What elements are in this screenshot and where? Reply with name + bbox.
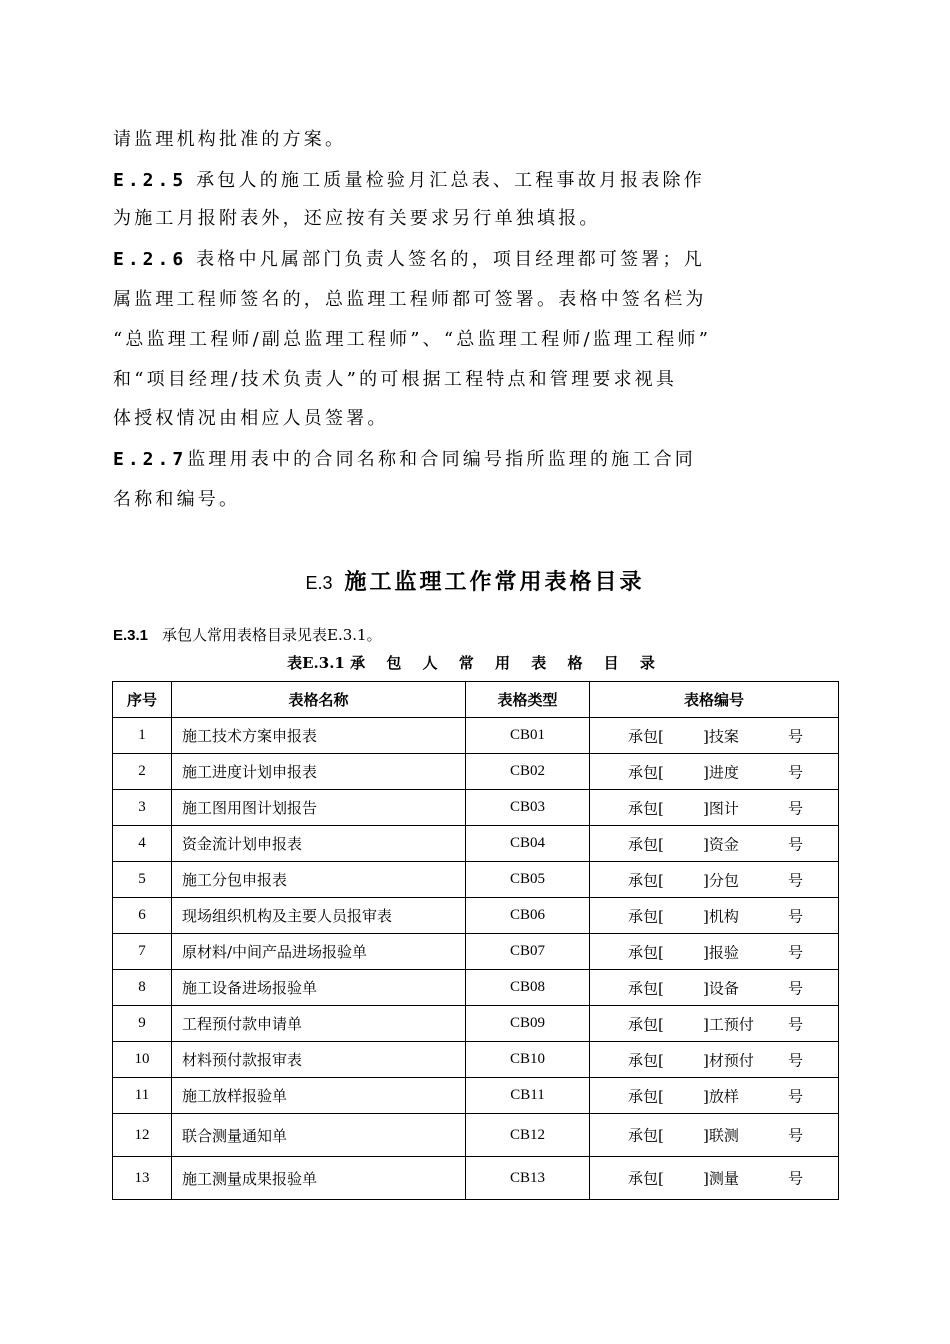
row-form-name: 材料预付款报审表: [172, 1042, 466, 1078]
row-number: 13: [113, 1157, 172, 1200]
row-form-type: CB08: [466, 970, 590, 1006]
row-form-code: [590, 790, 839, 826]
code-body: ]工预付: [703, 1015, 754, 1033]
row-number: 9: [113, 1006, 172, 1042]
row-form-type: CB06: [466, 898, 590, 934]
code-prefix: 承包[: [628, 763, 664, 781]
row-form-type: CB07: [466, 934, 590, 970]
table-row: [113, 1157, 839, 1200]
row-form-code: [590, 1078, 839, 1114]
row-number: 4: [113, 826, 172, 862]
code-body: ]分包: [703, 871, 739, 889]
table-row: [113, 1114, 839, 1157]
paragraph-line: “总监理工程师/副总监理工程师”、“总监理工程师/监理工程师”: [113, 329, 712, 350]
row-form-code: [590, 1042, 839, 1078]
row-form-name: 施工设备进场报验单: [172, 970, 466, 1006]
code-prefix: 承包[: [628, 1087, 664, 1105]
section-title: 施工监理工作常用表格目录: [344, 569, 645, 595]
row-number: 1: [113, 718, 172, 754]
code-suffix: 号: [788, 1015, 804, 1033]
paragraph-line: 体授权情况由相应人员签署。: [113, 408, 389, 429]
code-suffix: 号: [788, 907, 804, 925]
row-form-code: [590, 1157, 839, 1200]
row-form-type: CB12: [466, 1114, 590, 1157]
code-prefix: 承包[: [628, 799, 664, 817]
row-form-name: 资金流计划申报表: [172, 826, 466, 862]
paragraph-line: 为施工月报附表外，还应按有关要求另行单独填报。: [113, 208, 601, 229]
row-form-code: [590, 718, 839, 754]
row-form-code: [590, 970, 839, 1006]
code-suffix: 号: [788, 799, 804, 817]
code-suffix: 号: [788, 835, 804, 853]
row-form-code: [590, 1114, 839, 1157]
table-row: [113, 1042, 839, 1078]
row-form-name: 工程预付款申请单: [172, 1006, 466, 1042]
code-suffix: 号: [788, 1169, 804, 1188]
paragraph-line: 属监理工程师签名的，总监理工程师都可签署。表格中签名栏为: [113, 289, 707, 310]
row-number: 2: [113, 754, 172, 790]
code-body: ]放样: [703, 1087, 739, 1105]
code-suffix: 号: [788, 1126, 804, 1145]
code-prefix: 承包[: [628, 1169, 664, 1188]
row-form-code: [590, 862, 839, 898]
row-number: 5: [113, 862, 172, 898]
code-suffix: 号: [788, 763, 804, 781]
code-body: ]技案: [703, 727, 739, 745]
paragraph-line: E.2.6 表格中凡属部门负责人签名的，项目经理都可签署；凡: [113, 249, 705, 270]
code-suffix: 号: [788, 1051, 804, 1069]
paragraph-line: 和“项目经理/技术负责人”的可根据工程特点和管理要求视具: [113, 369, 678, 390]
table-reference-note: [113, 624, 382, 645]
caption-label: 表E.3.1: [287, 654, 345, 672]
section-heading: [0, 565, 950, 596]
row-number: 8: [113, 970, 172, 1006]
code-prefix: 承包[: [628, 835, 664, 853]
table-row: [113, 826, 839, 862]
row-form-name: 施工放样报验单: [172, 1078, 466, 1114]
code-prefix: 承包[: [628, 907, 664, 925]
table-row: [113, 790, 839, 826]
row-number: 10: [113, 1042, 172, 1078]
table-row: [113, 970, 839, 1006]
paragraph-line: E.2.5 承包人的施工质量检验月汇总表、工程事故月报表除作: [113, 170, 705, 191]
row-form-type: CB11: [466, 1078, 590, 1114]
code-prefix: 承包[: [628, 979, 664, 997]
row-form-name: 施工分包申报表: [172, 862, 466, 898]
row-form-code: [590, 898, 839, 934]
table-row: [113, 718, 839, 754]
code-suffix: 号: [788, 943, 804, 961]
code-prefix: 承包[: [628, 1126, 664, 1145]
paragraph-line: 请监理机构批准的方案。: [113, 129, 347, 150]
note-number: E.3.1: [113, 627, 149, 644]
row-number: 11: [113, 1078, 172, 1114]
row-form-name: 现场组织机构及主要人员报审表: [172, 898, 466, 934]
code-suffix: 号: [788, 727, 804, 745]
row-form-type: CB05: [466, 862, 590, 898]
section-number: E.3: [305, 573, 333, 593]
header-number: 序号: [113, 682, 172, 718]
code-prefix: 承包[: [628, 943, 664, 961]
header-type: 表格类型: [466, 682, 590, 718]
row-form-code: [590, 934, 839, 970]
row-form-name: 施工测量成果报验单: [172, 1157, 466, 1200]
code-prefix: 承包[: [628, 1051, 664, 1069]
row-form-type: CB10: [466, 1042, 590, 1078]
paragraph-line: E.2.7监理用表中的合同名称和合同编号指所监理的施工合同: [113, 449, 696, 470]
row-form-code: [590, 1006, 839, 1042]
code-body: ]报验: [703, 943, 739, 961]
row-form-name: 施工图用图计划报告: [172, 790, 466, 826]
code-suffix: 号: [788, 871, 804, 889]
code-body: ]材预付: [703, 1051, 754, 1069]
code-body: ]资金: [703, 835, 739, 853]
row-number: 7: [113, 934, 172, 970]
row-form-type: CB04: [466, 826, 590, 862]
code-body: ]机构: [703, 907, 739, 925]
header-name: 表格名称: [172, 682, 466, 718]
code-body: ]进度: [703, 763, 739, 781]
row-form-type: CB13: [466, 1157, 590, 1200]
row-form-name: 施工技术方案申报表: [172, 718, 466, 754]
table-row: [113, 862, 839, 898]
code-prefix: 承包[: [628, 871, 664, 889]
table-header-row: [113, 682, 839, 718]
note-text: 承包人常用表格目录见表E.3.1。: [162, 626, 382, 644]
table-row: [113, 754, 839, 790]
row-number: 12: [113, 1114, 172, 1157]
row-form-type: CB01: [466, 718, 590, 754]
code-prefix: 承包[: [628, 1015, 664, 1033]
row-form-type: CB09: [466, 1006, 590, 1042]
code-body: ]设备: [703, 979, 739, 997]
table-row: [113, 1078, 839, 1114]
row-number: 3: [113, 790, 172, 826]
code-suffix: 号: [788, 979, 804, 997]
row-form-type: CB03: [466, 790, 590, 826]
paragraph-line: 名称和编号。: [113, 489, 241, 510]
table-row: [113, 898, 839, 934]
caption-title: 承 包 人 常 用 表 格 目 录: [350, 654, 663, 672]
row-form-name: 施工进度计划申报表: [172, 754, 466, 790]
code-body: ]测量: [703, 1169, 739, 1188]
table-caption: [0, 652, 950, 673]
table-row: [113, 934, 839, 970]
code-prefix: 承包[: [628, 727, 664, 745]
row-number: 6: [113, 898, 172, 934]
header-code: 表格编号: [590, 682, 839, 718]
row-form-code: [590, 754, 839, 790]
form-catalog-table: [112, 681, 839, 1200]
row-form-name: 原材料/中间产品进场报验单: [172, 934, 466, 970]
row-form-name: 联合测量通知单: [172, 1114, 466, 1157]
row-form-code: [590, 826, 839, 862]
code-suffix: 号: [788, 1087, 804, 1105]
table-row: [113, 1006, 839, 1042]
code-body: ]联测: [703, 1126, 739, 1145]
row-form-type: CB02: [466, 754, 590, 790]
code-body: ]图计: [703, 799, 739, 817]
